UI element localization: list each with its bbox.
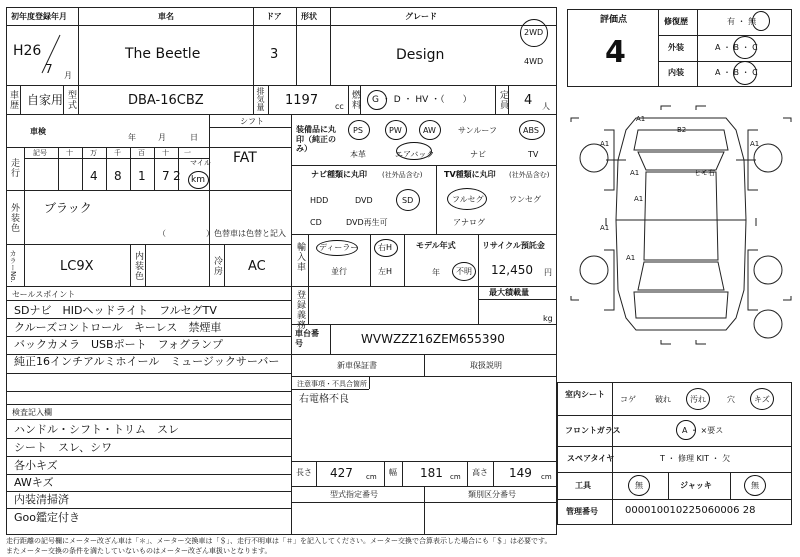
seat-label: 室内シート bbox=[565, 390, 605, 399]
model-year-unit: 年 bbox=[432, 268, 440, 277]
month-unit: 月 bbox=[64, 71, 72, 80]
mileage-digit-1: 4 bbox=[90, 169, 98, 183]
displacement-value: 1197 bbox=[285, 93, 319, 108]
sales-point-line-2: クルーズコントロール キーレス 禁煙車 bbox=[14, 321, 222, 334]
width-label: 幅 bbox=[389, 468, 397, 477]
seat-dirt: 汚れ bbox=[690, 395, 706, 404]
diagram-mark-4: A1 bbox=[750, 140, 760, 148]
tools-label: 工具 bbox=[575, 481, 591, 490]
import-dealer: ディーラー bbox=[319, 243, 359, 252]
width-unit: cm bbox=[450, 473, 461, 481]
inspection-label: 車検 bbox=[30, 127, 46, 136]
color-no-label: カラーNo. bbox=[9, 250, 17, 283]
mileage-unit-4: 十 bbox=[162, 149, 169, 157]
door-count: 3 bbox=[270, 47, 279, 62]
import-parallel: 並行 bbox=[331, 267, 347, 276]
grade-value: Design bbox=[396, 47, 445, 63]
first-reg-label: 初年度登録年月 bbox=[11, 12, 67, 21]
rating-label: 評価点 bbox=[600, 15, 628, 25]
diagram-mark-5: A1 bbox=[630, 169, 640, 177]
exterior-rating-label: 外装 bbox=[668, 43, 684, 52]
navi-label: ナビ種類に丸印 bbox=[311, 170, 367, 179]
rating-score: 4 bbox=[605, 35, 626, 70]
management-label: 管理番号 bbox=[566, 507, 598, 516]
repair-options: 有 ・ 無 bbox=[727, 17, 757, 26]
exterior-b-circle bbox=[733, 36, 757, 59]
warranty-guarantee: 新車保証書 bbox=[337, 361, 377, 370]
drive-2wd: 2WD bbox=[524, 28, 544, 37]
equip-tv: TV bbox=[528, 150, 539, 159]
car-name: The Beetle bbox=[125, 46, 201, 62]
tv-analog: アナログ bbox=[453, 218, 485, 227]
spare-tire-options: T ・ 修理 KIT ・ 欠 bbox=[660, 454, 731, 463]
tv-note: (社外品含む) bbox=[509, 171, 550, 179]
registration-label: 登録義務 bbox=[295, 290, 305, 330]
interior-rating-label: 内装 bbox=[668, 68, 684, 77]
spare-tire-label: スペアタイヤ bbox=[567, 454, 615, 463]
fuel-label: 燃料 bbox=[350, 90, 360, 110]
length-value: 427 bbox=[330, 466, 353, 480]
equip-leather: 本革 bbox=[350, 150, 366, 159]
equipment-label: 装備品に丸印（純正のみ） bbox=[296, 125, 336, 154]
inspector-line-5: 内装清掃済 bbox=[14, 493, 69, 506]
diagram-mark-9: ヒモ右 bbox=[694, 169, 715, 177]
shift-value: FAT bbox=[233, 150, 257, 166]
car-name-label: 車名 bbox=[158, 12, 174, 21]
height-unit: cm bbox=[541, 473, 552, 481]
model-label: 型式 bbox=[66, 90, 76, 110]
use-label: 車歴 bbox=[8, 90, 18, 110]
inspector-line-4: AWキズ bbox=[14, 476, 54, 489]
category-label: 類別区分番号 bbox=[468, 490, 516, 499]
km-unit: km bbox=[191, 175, 205, 185]
jack-value: 無 bbox=[751, 481, 759, 490]
mileage-label: 走行 bbox=[9, 158, 19, 178]
seat-hole: 穴 bbox=[727, 395, 735, 404]
navi-sd: SD bbox=[402, 196, 414, 205]
shift-label: シフト bbox=[240, 117, 264, 126]
equip-airbag: エアバック bbox=[395, 150, 435, 159]
length-unit: cm bbox=[366, 473, 377, 481]
navi-note: (社外品含む) bbox=[382, 171, 423, 179]
sales-point-line-3: バックカメラ USBポート フォグランプ bbox=[14, 338, 224, 351]
ac-label: 冷房 bbox=[212, 256, 222, 276]
mileage-unit-5: 一 bbox=[184, 149, 191, 157]
interior-rating-options: A ・ B ・ C bbox=[715, 68, 758, 77]
mileage-unit-1: 万 bbox=[90, 149, 97, 157]
jack-label: ジャッキ bbox=[680, 481, 712, 490]
inspector-label: 検査記入欄 bbox=[12, 408, 52, 417]
diagram-mark-8: A1 bbox=[626, 254, 636, 262]
equip-aw: AW bbox=[423, 126, 436, 135]
exterior-color-value: ブラック bbox=[44, 201, 92, 215]
notes-value: 右電格不良 bbox=[299, 394, 349, 405]
inspection-month: 月 bbox=[158, 133, 166, 142]
exterior-color-label: 外装色 bbox=[9, 203, 19, 233]
equip-ps: PS bbox=[353, 126, 363, 135]
model-year-unknown: 不明 bbox=[456, 267, 472, 276]
seat-scratch: キズ bbox=[754, 395, 770, 404]
diagram-mark-2: B2 bbox=[677, 126, 687, 134]
use-value: 自家用 bbox=[27, 93, 64, 107]
mileage-digit-3: 1 bbox=[138, 169, 146, 183]
color-no-value: LC9X bbox=[60, 259, 94, 274]
equip-airbag-circle bbox=[395, 142, 435, 160]
ac-value: AC bbox=[248, 259, 266, 274]
navi-hdd: HDD bbox=[310, 196, 329, 205]
footer-line-1: 走行距離の記号欄にメーター改ざん車は「＊」、メーター交換車は「＄」、走行不明車は「＃」を記入してください。メーター交換で合算表示した場合にも「＄」は必要です。 bbox=[6, 537, 552, 545]
navi-cd: CD bbox=[310, 218, 322, 227]
tv-oneseg: ワンセグ bbox=[509, 195, 541, 204]
windshield-label: フロントガラス bbox=[565, 426, 621, 435]
navi-dvd-play: DVD再生可 bbox=[346, 218, 388, 227]
mileage-digit-2: 8 bbox=[114, 169, 122, 183]
cc-unit: cc bbox=[335, 102, 344, 111]
repair-label: 修復歴 bbox=[664, 17, 688, 26]
diagram-mark-6: A1 bbox=[634, 195, 644, 203]
footer-line-2: またメーター交換の条件を満たしていないものはメーター改ざん車扱いとなります。 bbox=[6, 547, 272, 555]
tv-label: TV種類に丸印 bbox=[444, 170, 496, 179]
equip-abs: ABS bbox=[523, 126, 539, 135]
recycle-label: リサイクル預託金 bbox=[482, 241, 545, 250]
sales-points-label: セールスポイント bbox=[12, 290, 76, 299]
sales-point-line-1: SDナビ HIDヘッドライト フルセグTV bbox=[14, 304, 217, 317]
capacity-value: 4 bbox=[524, 93, 533, 108]
mileage-digit-5: 2 bbox=[173, 169, 181, 183]
chassis-value: WVWZZZ16ZEM655390 bbox=[361, 332, 505, 346]
max-load-unit: kg bbox=[543, 314, 553, 323]
recycle-unit: 円 bbox=[544, 268, 552, 277]
mileage-digit-4: 7 bbox=[162, 169, 170, 183]
mileage-unit-0: 十 bbox=[66, 149, 73, 157]
displacement-label: 排気量 bbox=[256, 87, 265, 111]
model-designation-label: 型式指定番号 bbox=[330, 490, 378, 499]
capacity-label: 定員 bbox=[498, 90, 508, 110]
exterior-color-note: （ ）色替車は色替と記入 bbox=[158, 229, 286, 238]
recycle-value: 12,450 bbox=[491, 263, 533, 277]
sales-point-line-4: 純正16インチアルミホイール ミュージックサーバー bbox=[14, 355, 280, 368]
capacity-unit: 人 bbox=[542, 102, 550, 111]
equip-sunroof: サンルーフ bbox=[458, 126, 497, 135]
inspector-line-1: ハンドル・シフト・トリム スレ bbox=[14, 423, 179, 436]
diagram-mark-1: A1 bbox=[636, 115, 646, 123]
model-year-label: モデル年式 bbox=[416, 241, 456, 250]
handle-right: 右H bbox=[378, 243, 393, 252]
import-label: 輸入車 bbox=[295, 242, 305, 272]
height-value: 149 bbox=[509, 466, 532, 480]
inspection-day: 日 bbox=[190, 133, 198, 142]
mileage-unit-3: 百 bbox=[138, 149, 145, 157]
height-label: 高さ bbox=[472, 468, 488, 477]
inspection-year: 年 bbox=[128, 133, 136, 142]
first-reg-month: 7 bbox=[45, 62, 53, 76]
interior-b-circle bbox=[733, 61, 757, 85]
width-value: 181 bbox=[420, 466, 443, 480]
mileage-symbol-label: 記号 bbox=[33, 149, 47, 157]
chassis-label: 車台番号 bbox=[295, 329, 319, 349]
diagram-mark-3: A1 bbox=[600, 140, 610, 148]
inspector-line-3: 各小キズ bbox=[14, 459, 58, 472]
grade-label: グレード bbox=[405, 12, 437, 21]
fuel-options: G ・ D ・ HV ・（ ） bbox=[372, 95, 472, 105]
exterior-rating-options: A ・ B ・ C bbox=[715, 43, 758, 52]
shape-label: 形状 bbox=[301, 12, 317, 21]
management-value: 000010010225060006 28 bbox=[625, 505, 756, 516]
tv-fullseg: フルセグ bbox=[452, 195, 484, 204]
equip-pw: PW bbox=[389, 126, 402, 135]
warranty-manual: 取扱説明 bbox=[470, 361, 502, 370]
mileage-mile-label: マイル bbox=[190, 159, 211, 167]
tools-value: 無 bbox=[635, 481, 643, 490]
notes-label: 注意事項・不具合箇所 bbox=[297, 380, 367, 388]
interior-color-label: 内装色 bbox=[133, 251, 143, 281]
inspector-line-6: Goo鑑定付き bbox=[14, 511, 80, 524]
seat-scorch: コゲ bbox=[620, 395, 636, 404]
handle-left: 左H bbox=[378, 267, 393, 276]
windshield-options: A ・ ×要ス bbox=[682, 426, 724, 435]
drive-4wd: 4WD bbox=[524, 57, 544, 66]
equip-navi: ナビ bbox=[470, 150, 486, 159]
model-value: DBA-16CBZ bbox=[128, 93, 204, 108]
door-label: ドア bbox=[266, 12, 282, 21]
max-load-label: 最大積載量 bbox=[489, 288, 529, 297]
navi-dvd: DVD bbox=[355, 196, 373, 205]
first-reg-year: H26 bbox=[13, 43, 42, 59]
inspector-line-2: シート スレ、シワ bbox=[14, 441, 113, 454]
length-label: 長さ bbox=[296, 468, 312, 477]
seat-tear: 破れ bbox=[655, 395, 671, 404]
diagram-mark-7: A1 bbox=[600, 224, 610, 232]
mileage-unit-2: 千 bbox=[114, 149, 121, 157]
repair-none-circle bbox=[752, 11, 770, 31]
